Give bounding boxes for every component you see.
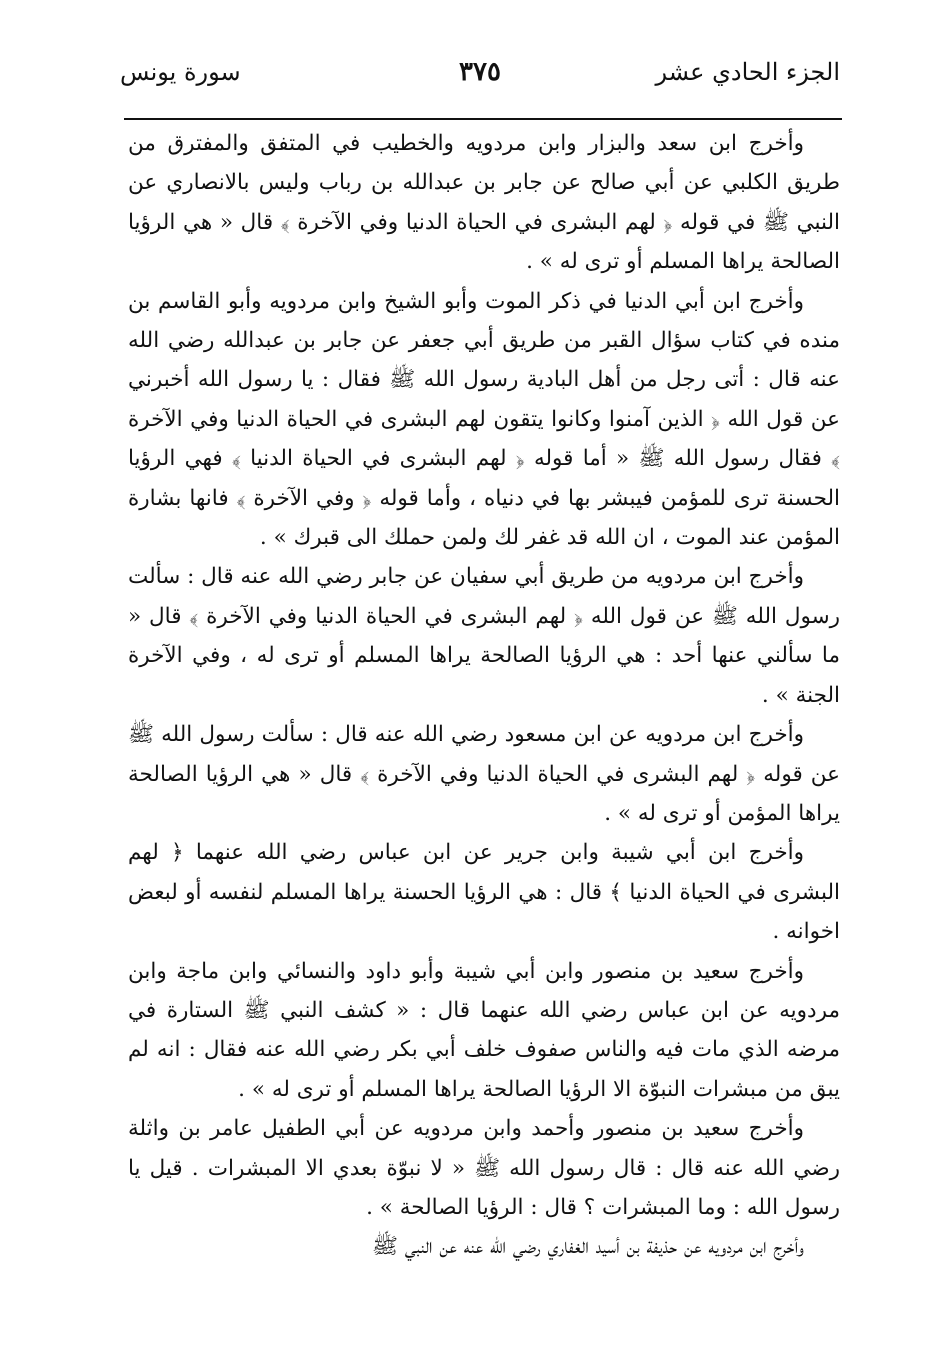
paragraph: وأخرج ابن مردويه عن حذيفة بن أسيد الغفاري رضي الله عنه عن النبي ﷺ	[371, 1234, 804, 1260]
page-number: ٣٧٥	[459, 57, 501, 87]
paragraph: وأخرج ابن مردويه عن ابن مسعود رضي الله عنه قال : سألت رسول الله ﷺ عن قوله ﴿ لهم البشرى في الحياة الدنيا وفي الآخرة ﴾ قال « هي الرؤيا الصالحة يراها المؤمن أو ترى له » .	[128, 722, 840, 826]
main-text	[128, 124, 840, 1267]
paragraph: وأخرج ابن أبي شيبة وابن جرير عن ابن عباس رضي الله عنهما ﴿ لهم البشرى في الحياة الدنيا ﴾ قال : هي الرؤيا الحسنة يراها المسلم لنفسه أو لبعض اخوانه .	[128, 840, 840, 945]
running-header	[120, 52, 840, 96]
paragraph: وأخرج ابن مردويه من طريق أبي سفيان عن جابر رضي الله عنه قال : سألت رسول الله ﷺ عن قول الله ﴿ لهم البشرى في الحياة الدنيا وفي الآخرة ﴾ قال « ما سألني عنها أحد : هي الرؤيا الصالحة يراها المسلم أو ترى له ، وفي الآخرة الجنة » .	[128, 564, 840, 708]
surah-title: سورة يونس	[120, 58, 241, 86]
paragraph: وأخرج ابن سعد والبزار وابن مردويه والخطيب في المتفق والمفترق من طريق الكلبي عن أبي صالح عن جابر بن عبدالله بن رباب وليس بالانصاري عن النبي ﷺ في قوله ﴿ لهم البشرى في الحياة الدنيا وفي الآخرة ﴾ قال « هي الرؤيا الصالحة يراها المسلم أو ترى له » .	[128, 131, 840, 275]
header-divider	[124, 118, 842, 120]
volume-title: الجزء الحادي عشر	[655, 58, 840, 86]
paragraph: وأخرج ابن أبي الدنيا في ذكر الموت وأبو الشيخ وابن مردويه وأبو القاسم بن منده في كتاب سؤال القبر من طريق أبي جعفر عن جابر بن عبدالله رضي الله عنه قال : أتى رجل من أهل البادية رسول الله ﷺ فقال : يا رسول الله أخبرني عن قول الله ﴿ الذين آمنوا وكانوا يتقون لهم البشرى في الحياة الدنيا وفي الآخرة ﴾ فقال رسول الله ﷺ « أما قوله ﴿ لهم البشرى في الحياة الدنيا ﴾ فهي الرؤيا الحسنة ترى للمؤمن فيبشر بها في دنياه ، وأما قوله ﴿ وفي الآخرة ﴾ فانها بشارة المؤمن عند الموت ، ان الله قد غفر لك ولمن حملك الى قبرك » .	[128, 288, 840, 551]
paragraph: وأخرج سعيد بن منصور وأحمد وابن مردويه عن أبي الطفيل عامر بن واثلة رضي الله عنه قال : قال رسول الله ﷺ « لا نبوّة بعدي الا المبشرات . قيل يا رسول الله : وما المبشرات ؟ قال : الرؤيا الصالحة » .	[128, 1116, 840, 1220]
paragraph: وأخرج سعيد بن منصور وابن أبي شيبة وأبو داود والنسائي وابن ماجة وابن مردويه عن ابن عباس رضي الله عنهما قال : « كشف النبي ﷺ الستارة في مرضه الذي مات فيه والناس صفوف خلف أبي بكر رضي الله عنه فقال : انه لم يبق من مبشرات النبوّة الا الرؤيا الصالحة يراها المسلم أو ترى له » .	[128, 958, 840, 1102]
